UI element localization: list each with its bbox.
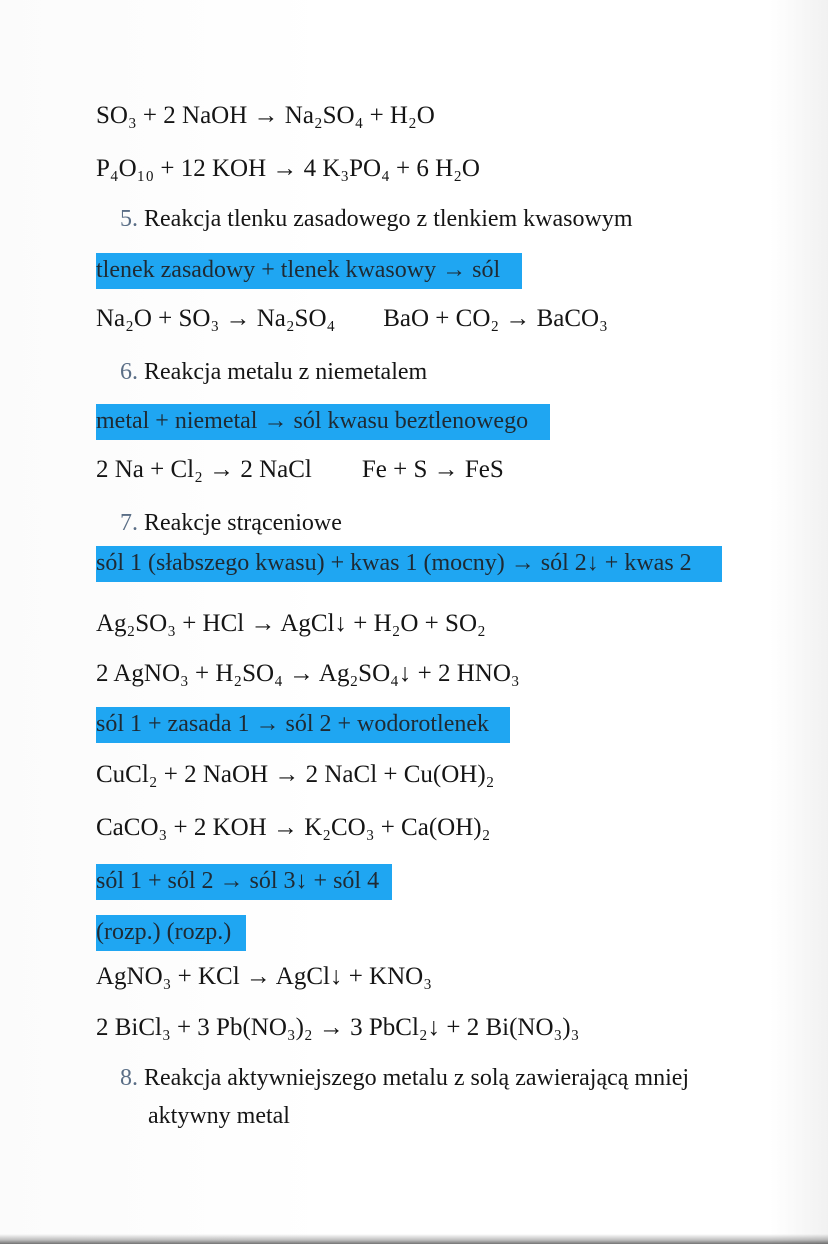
section-8-heading [120, 1065, 689, 1093]
equation-bao-co2: BaO + CO₂ → BaCO₃ [383, 305, 608, 332]
section-7-heading [120, 510, 342, 538]
equation-na-cl2: 2 Na + Cl₂ → 2 NaCl [96, 456, 312, 483]
section-6-heading [120, 359, 427, 387]
section-8-number: 8. [120, 1065, 138, 1091]
section-5-title: Reakcja tlenku zasadowego z tlenkiem kwasowym [144, 206, 633, 232]
equation-fe-s: Fe + S → FeS [361, 456, 504, 483]
rule-salt-acid: sól 1 (słabszego kwasu) + kwas 1 (mocny) → sól 2↓ + kwas 2 [96, 550, 692, 576]
equation-p4o10-koh: P₄O₁₀ + 12 KOH → 4 K₃PO₄ + 6 H₂O [96, 155, 480, 182]
equation-row-metals [96, 456, 504, 485]
rule-solubility-note: (rozp.) (rozp.) [96, 919, 232, 945]
equation-na2o-so3: Na₂O + SO₃ → Na₂SO₄ [96, 305, 336, 332]
rule-salt-base: sól 1 + zasada 1 → sól 2 + wodorotlenek [96, 711, 489, 737]
rule-metal-nonmetal: metal + niemetal → sól kwasu beztlenowego [96, 408, 529, 434]
equation-row-oxides [96, 305, 608, 334]
section-5-heading [120, 206, 633, 234]
equation-agno3-h2so4: 2 AgNO₃ + H₂SO₄ → Ag₂SO₄↓ + 2 HNO₃ [96, 660, 520, 687]
section-8-title-line1: Reakcja aktywniejszego metalu z solą zawierającą mniej [144, 1065, 690, 1091]
rule-salt-salt: sól 1 + sól 2 → sól 3↓ + sól 4 [96, 868, 380, 894]
section-7-number: 7. [120, 510, 138, 536]
page-edge-shadow [0, 1234, 828, 1244]
equation-bicl3-pbno3: 2 BiCl₃ + 3 Pb(NO₃)₂ → 3 PbCl₂↓ + 2 Bi(NO₃)₃ [96, 1014, 580, 1041]
rule-oxide-oxide: tlenek zasadowy + tlenek kwasowy → sól [96, 257, 501, 283]
section-5-number: 5. [120, 206, 138, 232]
equation-caco3-koh: CaCO₃ + 2 KOH → K₂CO₃ + Ca(OH)₂ [96, 814, 491, 841]
equation-cucl2-naoh: CuCl₂ + 2 NaOH → 2 NaCl + Cu(OH)₂ [96, 761, 495, 788]
section-6-title: Reakcja metalu z niemetalem [144, 359, 428, 385]
section-7-title: Reakcje strąceniowe [144, 510, 342, 536]
equation-agno3-kcl: AgNO₃ + KCl → AgCl↓ + KNO₃ [96, 963, 432, 990]
equation-so3-naoh: SO₃ + 2 NaOH → Na₂SO₄ + H₂O [96, 102, 435, 129]
equation-ag2so3-hcl: Ag₂SO₃ + HCl → AgCl↓ + H₂O + SO₂ [96, 610, 486, 637]
section-6-number: 6. [120, 359, 138, 385]
section-8-title-line2: aktywny metal [148, 1103, 290, 1129]
